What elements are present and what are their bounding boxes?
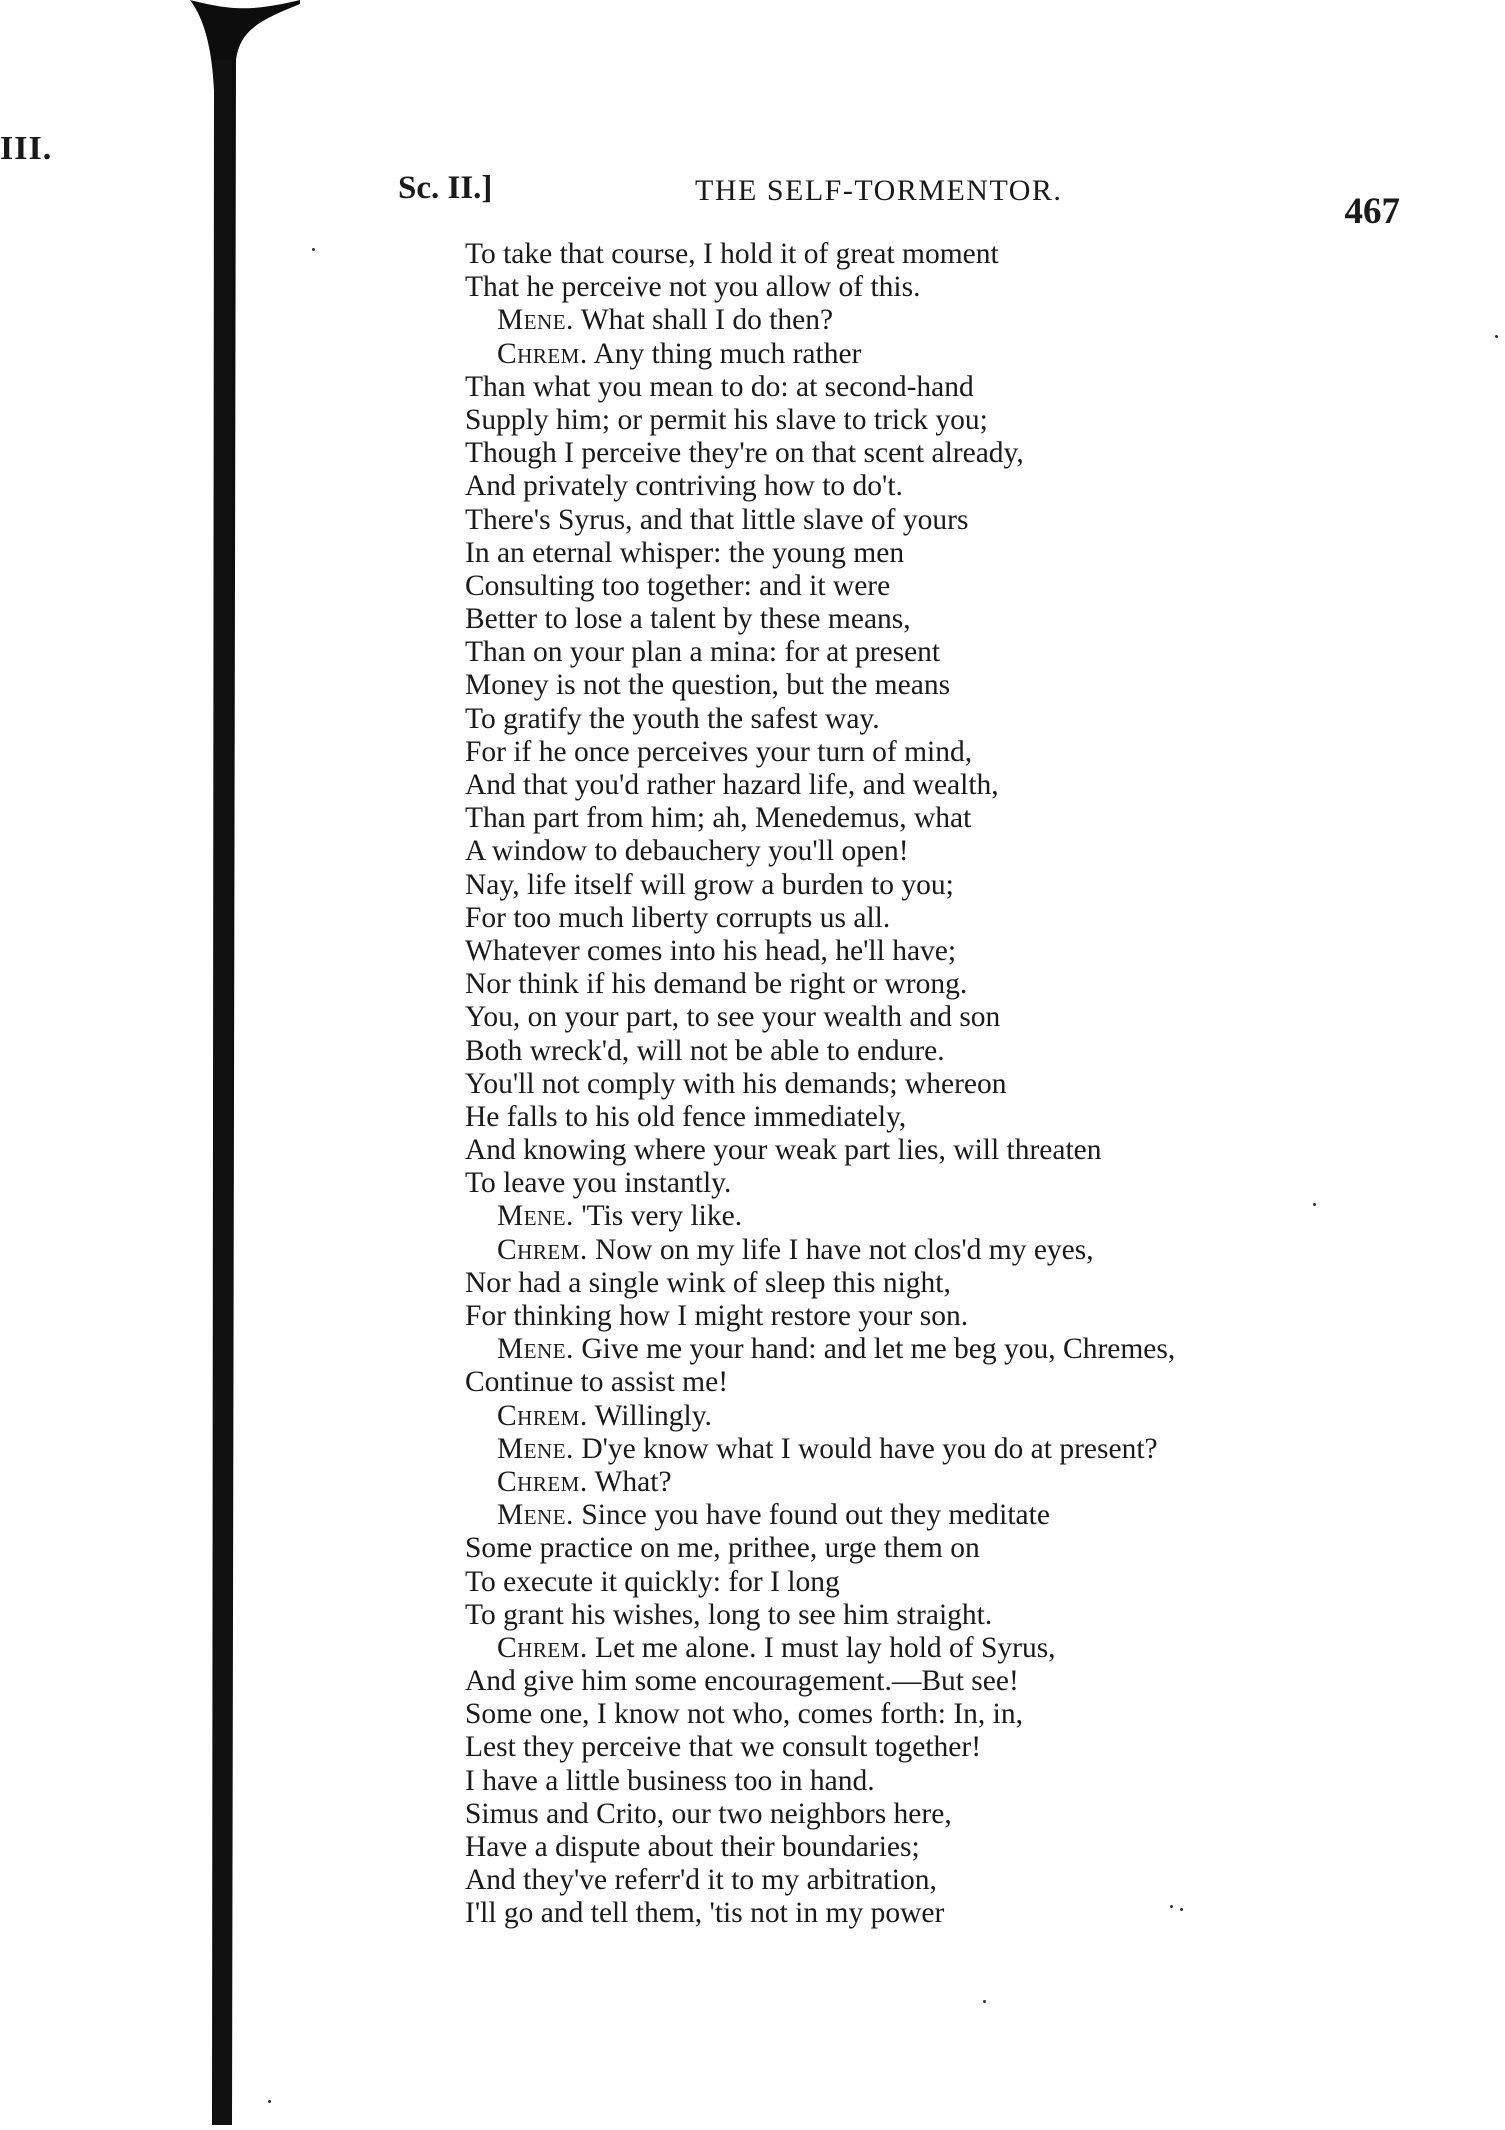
- verse-line: [465, 1731, 1425, 1764]
- speaker-name: Mene.: [497, 1432, 574, 1465]
- verse-line: [465, 802, 1425, 835]
- print-speck: [1495, 335, 1498, 338]
- line-text: Simus and Crito, our two neighbors here,: [465, 1797, 952, 1830]
- print-speck: [1170, 1905, 1173, 1908]
- line-text: For too much liberty corrupts us all.: [465, 901, 891, 934]
- verse-line: [465, 968, 1425, 1001]
- verse-line: [465, 1599, 1425, 1632]
- speaker-name: Chrem.: [497, 337, 588, 370]
- verse-line: [465, 935, 1425, 968]
- verse-line: [465, 271, 1425, 304]
- verse-line: [465, 1366, 1425, 1399]
- verse-line: [465, 1068, 1425, 1101]
- line-text: Nor think if his demand be right or wrong.: [465, 968, 968, 1001]
- running-title: THE SELF-TORMENTOR.: [695, 174, 1063, 207]
- verse-line: [465, 570, 1425, 603]
- speaker-name: Mene.: [497, 1333, 574, 1366]
- verse-line: [465, 404, 1425, 437]
- verse-line: [465, 1665, 1425, 1698]
- verse-line: [465, 470, 1425, 503]
- speaker-name: Chrem.: [497, 1465, 588, 1498]
- scene-marker: Sc. II.]: [398, 170, 493, 206]
- verse-line: [465, 1267, 1425, 1300]
- verse-line: [465, 1698, 1425, 1731]
- line-text: Have a dispute about their boundaries;: [465, 1831, 920, 1863]
- verse-line: [465, 371, 1425, 404]
- page-number: 467: [1344, 191, 1400, 232]
- line-text: That he perceive not you allow of this.: [465, 271, 921, 304]
- verse-line: [465, 703, 1425, 736]
- verse-line: [465, 437, 1425, 470]
- line-text: Some practice on me, prithee, urge them on: [465, 1532, 980, 1565]
- binding-edge-shadow: [0, 0, 300, 2125]
- line-text: You, on your part, to see your wealth and son: [465, 1001, 1001, 1034]
- line-text: A window to debauchery you'll open!: [465, 835, 909, 868]
- verse-line: [465, 1532, 1425, 1565]
- verse-line: [465, 1466, 1425, 1499]
- verse-line: [465, 1864, 1425, 1897]
- page-binding-gutter: [0, 0, 300, 2125]
- line-text: Money is not the question, but the means: [465, 669, 951, 702]
- verse-line: [465, 1400, 1425, 1433]
- verse-line: [465, 1101, 1425, 1134]
- line-text: Let me alone. I must lay hold of Syrus,: [587, 1631, 1056, 1664]
- verse-line: [465, 1035, 1425, 1068]
- verse-line: [465, 869, 1425, 902]
- verse-line: [465, 1333, 1425, 1366]
- line-text: D'ye know what I would have you do at present?: [573, 1432, 1158, 1465]
- verse-line: [465, 603, 1425, 636]
- line-text: I'll go and tell them, 'tis not in my power: [465, 1897, 945, 1930]
- speaker-name: Chrem.: [497, 1399, 588, 1432]
- previous-page-edge-text: III.: [0, 130, 53, 167]
- line-text: To execute it quickly: for I long: [465, 1565, 840, 1598]
- print-speck: [268, 2100, 271, 2103]
- line-text: Nay, life itself will grow a burden to you;: [465, 868, 954, 901]
- line-text: For if he once perceives your turn of mind,: [465, 735, 973, 768]
- verse-line: [465, 1798, 1425, 1831]
- verse-line: [465, 1200, 1425, 1233]
- verse-text: [465, 238, 1425, 1931]
- verse-line: [465, 1300, 1425, 1333]
- line-text: And give him some encouragement.—But see!: [465, 1665, 1019, 1698]
- verse-line: [465, 1499, 1425, 1532]
- line-text: Give me your hand: and let me beg you, Chremes,: [573, 1333, 1176, 1366]
- line-text: Continue to assist me!: [465, 1366, 729, 1399]
- line-text: Though I perceive they're on that scent already,: [465, 437, 1024, 470]
- verse-line: [465, 1897, 1425, 1930]
- line-text: Willingly.: [587, 1399, 712, 1432]
- print-speck: [983, 2000, 986, 2003]
- line-text: Than on your plan a mina: for at present: [465, 636, 941, 669]
- line-text: Better to lose a talent by these means,: [465, 603, 911, 636]
- verse-line: [465, 636, 1425, 669]
- speaker-name: Chrem.: [497, 1631, 588, 1664]
- verse-line: [465, 1831, 1425, 1864]
- line-text: To gratify the youth the safest way.: [465, 702, 880, 735]
- verse-line: [465, 1566, 1425, 1599]
- line-text: What shall I do then?: [573, 304, 834, 337]
- line-text: Supply him; or permit his slave to trick you;: [465, 403, 988, 436]
- verse-line: [465, 669, 1425, 702]
- line-text: Some one, I know not who, comes forth: In, in,: [465, 1698, 1023, 1731]
- line-text: Any thing much rather: [587, 337, 862, 370]
- line-text: For thinking how I might restore your son.: [465, 1300, 969, 1332]
- line-text: 'Tis very like.: [573, 1200, 743, 1233]
- verse-line: [465, 504, 1425, 537]
- line-text: Nor had a single wink of sleep this night,: [465, 1266, 951, 1299]
- verse-line: [465, 902, 1425, 935]
- line-text: To leave you instantly.: [465, 1167, 732, 1200]
- verse-line: [465, 304, 1425, 337]
- line-text: Than part from him; ah, Menedemus, what: [465, 802, 972, 835]
- speaker-name: Mene.: [497, 1200, 574, 1233]
- verse-line: [465, 1632, 1425, 1665]
- line-text: What?: [587, 1465, 672, 1498]
- line-text: And knowing where your weak part lies, will threaten: [465, 1134, 1102, 1167]
- print-speck: [1313, 1203, 1316, 1206]
- line-text: Consulting too together: and it were: [465, 569, 891, 602]
- verse-line: [465, 1433, 1425, 1466]
- verse-line: [465, 238, 1425, 271]
- line-text: And that you'd rather hazard life, and wealth,: [465, 769, 999, 801]
- line-text: I have a little business too in hand.: [465, 1764, 875, 1797]
- verse-line: [465, 1234, 1425, 1267]
- verse-line: [465, 1167, 1425, 1200]
- verse-line: [465, 537, 1425, 570]
- line-text: There's Syrus, and that little slave of yours: [465, 503, 969, 536]
- verse-line: [465, 736, 1425, 769]
- running-header: [390, 170, 1410, 240]
- line-text: Whatever comes into his head, he'll have;: [465, 934, 957, 967]
- line-text: In an eternal whisper: the young men: [465, 536, 905, 569]
- verse-line: [465, 769, 1425, 802]
- print-speck: [312, 248, 315, 251]
- line-text: You'll not comply with his demands; whereon: [465, 1067, 1007, 1100]
- print-speck: [1180, 1908, 1183, 1911]
- line-text: To grant his wishes, long to see him straight.: [465, 1598, 993, 1631]
- speaker-name: Mene.: [497, 1499, 574, 1532]
- line-text: Lest they perceive that we consult together!: [465, 1731, 982, 1764]
- verse-line: [465, 1001, 1425, 1034]
- speaker-name: Mene.: [497, 304, 574, 337]
- line-text: Both wreck'd, will not be able to endure.: [465, 1034, 945, 1067]
- verse-line: [465, 1765, 1425, 1798]
- line-text: To take that course, I hold it of great moment: [465, 238, 999, 270]
- line-text: Since you have found out they meditate: [573, 1499, 1050, 1532]
- line-text: He falls to his old fence immediately,: [465, 1100, 907, 1133]
- speaker-name: Chrem.: [497, 1233, 588, 1266]
- verse-line: [465, 835, 1425, 868]
- verse-line: [465, 338, 1425, 371]
- line-text: Now on my life I have not clos'd my eyes,: [587, 1233, 1094, 1266]
- verse-line: [465, 1134, 1425, 1167]
- line-text: Than what you mean to do: at second-hand: [465, 370, 974, 403]
- line-text: And privately contriving how to do't.: [465, 470, 903, 503]
- line-text: And they've referr'd it to my arbitration,: [465, 1864, 937, 1897]
